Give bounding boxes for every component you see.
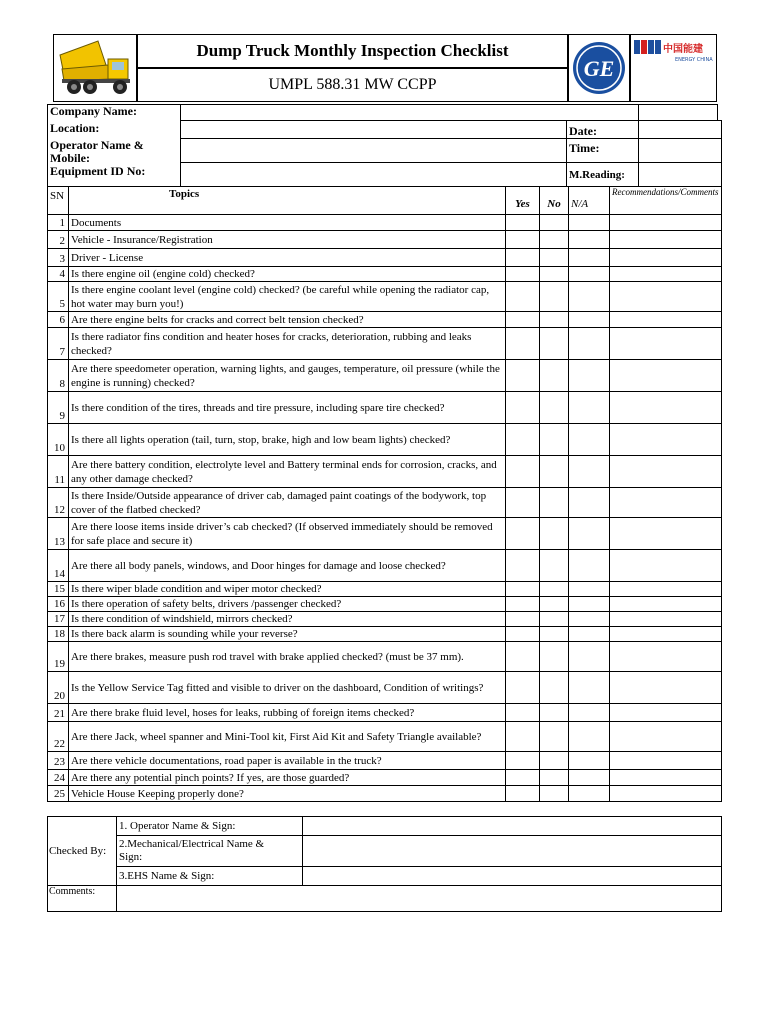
item-number: 7 <box>48 328 69 360</box>
table-row <box>48 704 722 722</box>
table-row <box>48 231 722 249</box>
recommendation-field[interactable] <box>610 215 722 231</box>
item-number: 5 <box>48 282 69 312</box>
no-checkbox-cell[interactable] <box>540 424 569 456</box>
item-topic: Is there operation of safety belts, drivers /passenger checked? <box>69 597 506 612</box>
no-checkbox-cell[interactable] <box>540 786 569 802</box>
item-topic: Is there condition of the tires, threads and tire pressure, including spare tire checked? <box>69 392 506 424</box>
item-topic: Are there brakes, measure push rod travel with brake applied checked? (must be 37 mm). <box>69 642 506 672</box>
item-topic: Is there condition of windshield, mirrors checked? <box>69 612 506 627</box>
energy-china-cn-text: 中国能建 <box>663 44 703 55</box>
no-checkbox-cell[interactable] <box>540 752 569 770</box>
na-checkbox-cell[interactable] <box>569 597 610 612</box>
item-topic: Vehicle - Insurance/Registration <box>69 231 506 249</box>
na-checkbox-cell[interactable] <box>569 550 610 582</box>
na-checkbox-cell[interactable] <box>569 627 610 642</box>
rule <box>47 104 717 105</box>
item-topic: Documents <box>69 215 506 231</box>
table-row <box>48 722 722 752</box>
project-subtitle: UMPL 588.31 MW CCPP <box>137 68 568 102</box>
yes-checkbox-cell[interactable] <box>506 215 540 231</box>
m-reading-field[interactable] <box>640 164 720 185</box>
signoff-row-comments <box>48 886 722 912</box>
no-checkbox-cell[interactable] <box>540 249 569 267</box>
comments-label: Comments: <box>48 886 117 912</box>
recommendation-field[interactable] <box>610 249 722 267</box>
operator-sign-field[interactable] <box>303 817 722 836</box>
no-header: No <box>540 187 569 215</box>
mechanical-sign-field[interactable] <box>303 836 722 867</box>
recommendation-field[interactable] <box>610 312 722 328</box>
no-checkbox-cell[interactable] <box>540 672 569 704</box>
dump-truck-logo <box>53 34 137 102</box>
table-row <box>48 672 722 704</box>
recommendation-field[interactable] <box>610 282 722 312</box>
na-checkbox-cell[interactable] <box>569 231 610 249</box>
yes-checkbox-cell[interactable] <box>506 612 540 627</box>
item-topic: Driver - License <box>69 249 506 267</box>
m-reading-label: M.Reading: <box>569 169 625 181</box>
na-header: N/A <box>569 187 610 215</box>
rule <box>181 120 721 121</box>
no-checkbox-cell[interactable] <box>540 456 569 488</box>
no-checkbox-cell[interactable] <box>540 282 569 312</box>
recommendation-field[interactable] <box>610 612 722 627</box>
yes-checkbox-cell[interactable] <box>506 424 540 456</box>
na-checkbox-cell[interactable] <box>569 752 610 770</box>
no-checkbox-cell[interactable] <box>540 392 569 424</box>
recommendation-field[interactable] <box>610 786 722 802</box>
mechanical-sign-label <box>117 836 303 867</box>
topics-header: Topics <box>69 187 506 215</box>
energy-china-logo <box>630 34 717 102</box>
checked-by-label: Checked By: <box>48 817 117 886</box>
no-checkbox-cell[interactable] <box>540 518 569 550</box>
recommendation-field[interactable] <box>610 518 722 550</box>
yes-checkbox-cell[interactable] <box>506 282 540 312</box>
rule <box>566 120 567 186</box>
location-label: Location: <box>50 121 100 135</box>
no-checkbox-cell[interactable] <box>540 231 569 249</box>
item-topic: Vehicle House Keeping properly done? <box>69 786 506 802</box>
recommendation-field[interactable] <box>610 456 722 488</box>
recommendations-header: Recommendations/Comments <box>610 187 722 215</box>
table-row <box>48 642 722 672</box>
item-number: 4 <box>48 267 69 282</box>
na-checkbox-cell[interactable] <box>569 360 610 392</box>
yes-checkbox-cell[interactable] <box>506 392 540 424</box>
recommendation-field[interactable] <box>610 770 722 786</box>
no-checkbox-cell[interactable] <box>540 770 569 786</box>
no-checkbox-cell[interactable] <box>540 267 569 282</box>
item-number: 9 <box>48 392 69 424</box>
operator-name-label-2: Mobile: <box>50 151 90 165</box>
item-topic: Are there vehicle documentations, road paper is available in the truck? <box>69 752 506 770</box>
rule <box>721 120 722 186</box>
table-row <box>48 456 722 488</box>
item-number: 22 <box>48 722 69 752</box>
item-number: 13 <box>48 518 69 550</box>
table-row <box>48 786 722 802</box>
checklist-body <box>48 215 722 802</box>
table-row <box>48 770 722 786</box>
table-row <box>48 215 722 231</box>
mechanical-sign-label-line2: Sign: <box>119 851 143 863</box>
rule <box>717 104 718 120</box>
item-number: 20 <box>48 672 69 704</box>
no-checkbox-cell[interactable] <box>540 642 569 672</box>
item-number: 21 <box>48 704 69 722</box>
yes-checkbox-cell[interactable] <box>506 267 540 282</box>
sn-header: SN <box>48 187 69 215</box>
ge-logo <box>568 34 630 102</box>
date-field[interactable] <box>640 122 720 137</box>
na-checkbox-cell[interactable] <box>569 312 610 328</box>
yes-checkbox-cell[interactable] <box>506 627 540 642</box>
table-row <box>48 488 722 518</box>
rule <box>181 138 721 139</box>
item-topic: Are there engine belts for cracks and correct belt tension checked? <box>69 312 506 328</box>
no-checkbox-cell[interactable] <box>540 488 569 518</box>
na-checkbox-cell[interactable] <box>569 612 610 627</box>
item-number: 24 <box>48 770 69 786</box>
ge-monogram-icon <box>571 40 627 96</box>
ge-logo-text: GE <box>583 56 615 81</box>
table-header-row <box>48 187 722 215</box>
recommendation-field[interactable] <box>610 704 722 722</box>
no-checkbox-cell[interactable] <box>540 582 569 597</box>
no-checkbox-cell[interactable] <box>540 215 569 231</box>
recommendation-field[interactable] <box>610 360 722 392</box>
recommendation-field[interactable] <box>610 582 722 597</box>
item-number: 10 <box>48 424 69 456</box>
table-row <box>48 612 722 627</box>
item-topic: Is there all lights operation (tail, turn, stop, brake, high and low beam lights) checked? <box>69 424 506 456</box>
na-checkbox-cell[interactable] <box>569 456 610 488</box>
recommendation-field[interactable] <box>610 550 722 582</box>
na-checkbox-cell[interactable] <box>569 704 610 722</box>
na-checkbox-cell[interactable] <box>569 424 610 456</box>
no-checkbox-cell[interactable] <box>540 597 569 612</box>
table-row <box>48 424 722 456</box>
na-checkbox-cell[interactable] <box>569 722 610 752</box>
item-topic: Are there all body panels, windows, and Door hinges for damage and loose checked? <box>69 550 506 582</box>
na-checkbox-cell[interactable] <box>569 786 610 802</box>
ehs-sign-label: 3.EHS Name & Sign: <box>117 867 303 886</box>
recommendation-field[interactable] <box>610 597 722 612</box>
yes-checkbox-cell[interactable] <box>506 786 540 802</box>
no-checkbox-cell[interactable] <box>540 312 569 328</box>
item-topic: Are there Jack, wheel spanner and Mini-Tool kit, First Aid Kit and Safety Triangle available? <box>69 722 506 752</box>
recommendation-field[interactable] <box>610 328 722 360</box>
table-row <box>48 550 722 582</box>
item-number: 3 <box>48 249 69 267</box>
item-topic: Are there speedometer operation, warning lights, and gauges, temperature, oil pressure (while the engine is running) checked? <box>69 360 506 392</box>
table-row <box>48 582 722 597</box>
na-checkbox-cell[interactable] <box>569 582 610 597</box>
recommendation-field[interactable] <box>610 231 722 249</box>
item-number: 25 <box>48 786 69 802</box>
item-number: 18 <box>48 627 69 642</box>
no-checkbox-cell[interactable] <box>540 550 569 582</box>
item-number: 15 <box>48 582 69 597</box>
table-row <box>48 249 722 267</box>
location-field[interactable] <box>183 122 563 137</box>
yes-checkbox-cell[interactable] <box>506 488 540 518</box>
item-topic: Is there radiator fins condition and heater hoses for cracks, deterioration, rubbing and leaks checked? <box>69 328 506 360</box>
item-number: 16 <box>48 597 69 612</box>
energy-china-en-text: ENERGY CHINA <box>675 57 713 63</box>
yes-checkbox-cell[interactable] <box>506 752 540 770</box>
table-row <box>48 328 722 360</box>
yes-checkbox-cell[interactable] <box>506 722 540 752</box>
operator-name-label-1: Operator Name & <box>50 138 144 152</box>
yes-checkbox-cell[interactable] <box>506 328 540 360</box>
recommendation-field[interactable] <box>610 722 722 752</box>
item-topic: Are there loose items inside driver’s cab checked? (If observed immediately should be removed for safe place and secure it) <box>69 518 506 550</box>
no-checkbox-cell[interactable] <box>540 627 569 642</box>
company-name-label: Company Name: <box>50 104 137 118</box>
no-checkbox-cell[interactable] <box>540 704 569 722</box>
yes-checkbox-cell[interactable] <box>506 249 540 267</box>
yes-checkbox-cell[interactable] <box>506 642 540 672</box>
mechanical-sign-label-line1: 2.Mechanical/Electrical Name & <box>119 838 265 850</box>
na-checkbox-cell[interactable] <box>569 215 610 231</box>
item-number: 6 <box>48 312 69 328</box>
yes-checkbox-cell[interactable] <box>506 597 540 612</box>
yes-checkbox-cell[interactable] <box>506 456 540 488</box>
na-checkbox-cell[interactable] <box>569 518 610 550</box>
table-row <box>48 282 722 312</box>
signoff-row-operator <box>48 817 722 836</box>
signoff-table <box>47 816 722 912</box>
table-row <box>48 597 722 612</box>
item-topic: Is the Yellow Service Tag fitted and visible to driver on the dashboard, Condition of writings? <box>69 672 506 704</box>
no-checkbox-cell[interactable] <box>540 612 569 627</box>
na-checkbox-cell[interactable] <box>569 282 610 312</box>
checklist-title: Dump Truck Monthly Inspection Checklist <box>137 34 568 68</box>
ehs-sign-field[interactable] <box>303 867 722 886</box>
item-topic: Are there any potential pinch points? If yes, are those guarded? <box>69 770 506 786</box>
yes-checkbox-cell[interactable] <box>506 312 540 328</box>
table-row <box>48 312 722 328</box>
item-number: 11 <box>48 456 69 488</box>
time-label: Time: <box>569 141 600 155</box>
yes-checkbox-cell[interactable] <box>506 518 540 550</box>
recommendation-field[interactable] <box>610 752 722 770</box>
rule <box>181 162 721 163</box>
rule <box>180 104 181 186</box>
item-topic: Is there Inside/Outside appearance of driver cab, damaged paint coatings of the bodywork, top cover of the flatbed checked? <box>69 488 506 518</box>
yes-checkbox-cell[interactable] <box>506 770 540 786</box>
yes-checkbox-cell[interactable] <box>506 550 540 582</box>
na-checkbox-cell[interactable] <box>569 249 610 267</box>
item-topic: Is there wiper blade condition and wiper motor checked? <box>69 582 506 597</box>
na-checkbox-cell[interactable] <box>569 328 610 360</box>
yes-header: Yes <box>506 187 540 215</box>
yes-checkbox-cell[interactable] <box>506 231 540 249</box>
table-row <box>48 752 722 770</box>
table-row <box>48 360 722 392</box>
equipment-id-label: Equipment ID No: <box>50 164 146 178</box>
na-checkbox-cell[interactable] <box>569 267 610 282</box>
yes-checkbox-cell[interactable] <box>506 582 540 597</box>
item-number: 1 <box>48 215 69 231</box>
signoff-row-ehs <box>48 867 722 886</box>
recommendation-field[interactable] <box>610 488 722 518</box>
recommendation-field[interactable] <box>610 392 722 424</box>
rule <box>47 104 48 186</box>
na-checkbox-cell[interactable] <box>569 770 610 786</box>
equipment-id-field[interactable] <box>183 164 563 185</box>
operator-sign-label: 1. Operator Name & Sign: <box>117 817 303 836</box>
company-name-field[interactable] <box>183 106 563 119</box>
date-label: Date: <box>569 124 597 138</box>
na-checkbox-cell[interactable] <box>569 392 610 424</box>
na-checkbox-cell[interactable] <box>569 672 610 704</box>
recommendation-field[interactable] <box>610 627 722 642</box>
na-checkbox-cell[interactable] <box>569 642 610 672</box>
recommendation-field[interactable] <box>610 267 722 282</box>
recommendation-field[interactable] <box>610 642 722 672</box>
item-topic: Are there brake fluid level, hoses for leaks, rubbing of foreign items checked? <box>69 704 506 722</box>
item-number: 12 <box>48 488 69 518</box>
item-number: 19 <box>48 642 69 672</box>
yes-checkbox-cell[interactable] <box>506 704 540 722</box>
recommendation-field[interactable] <box>610 424 722 456</box>
yes-checkbox-cell[interactable] <box>506 360 540 392</box>
inspection-checklist-table <box>47 186 722 802</box>
item-topic: Is there engine coolant level (engine cold) checked? (be careful while opening the radiator cap, hot water may burn you!) <box>69 282 506 312</box>
table-row <box>48 518 722 550</box>
item-number: 8 <box>48 360 69 392</box>
yes-checkbox-cell[interactable] <box>506 672 540 704</box>
rule <box>638 104 639 186</box>
table-row <box>48 392 722 424</box>
item-number: 2 <box>48 231 69 249</box>
table-row <box>48 267 722 282</box>
energy-china-icon <box>632 37 717 67</box>
no-checkbox-cell[interactable] <box>540 328 569 360</box>
item-topic: Is there back alarm is sounding while your reverse? <box>69 627 506 642</box>
item-number: 14 <box>48 550 69 582</box>
item-topic: Is there engine oil (engine cold) checked? <box>69 267 506 282</box>
item-topic: Are there battery condition, electrolyte level and Battery terminal ends for corrosion, cracks, and any other damage checked? <box>69 456 506 488</box>
table-row <box>48 627 722 642</box>
signoff-row-mechanical <box>48 836 722 867</box>
comments-field[interactable] <box>117 886 722 912</box>
time-field[interactable] <box>640 140 720 161</box>
dump-truck-icon <box>54 35 136 101</box>
item-number: 23 <box>48 752 69 770</box>
recommendation-field[interactable] <box>610 672 722 704</box>
operator-name-field[interactable] <box>183 140 563 161</box>
no-checkbox-cell[interactable] <box>540 360 569 392</box>
no-checkbox-cell[interactable] <box>540 722 569 752</box>
na-checkbox-cell[interactable] <box>569 488 610 518</box>
item-number: 17 <box>48 612 69 627</box>
